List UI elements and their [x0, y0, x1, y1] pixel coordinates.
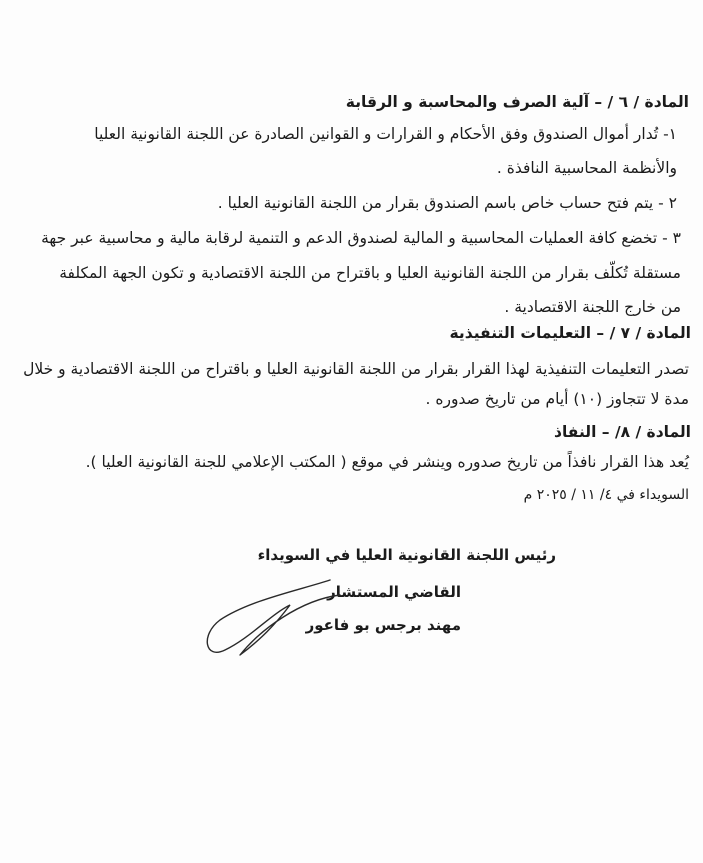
signature-role: القاضي المستشار — [327, 583, 461, 601]
article7-line2: مدة لا تتجاوز (١٠) أيام من تاريخ صدوره . — [425, 390, 689, 408]
article7-line1: تصدر التعليمات التنفيذية لهذا القرار بقرار من اللجنة القانونية العليا و باقتراح من اللجنة الاقتصادية و خلال — [23, 360, 689, 378]
signature-name: مهند برجس بو فاعور — [305, 616, 461, 634]
handwritten-signature — [180, 560, 370, 670]
article6-item3-line3: من خارج اللجنة الاقتصادية . — [504, 298, 681, 316]
article7-heading: المادة / ٧ / – التعليمات التنفيذية — [449, 324, 691, 342]
article6-item2: ٢ - يتم فتح حساب خاص باسم الصندوق بقرار من اللجنة القانونية العليا . — [217, 194, 677, 212]
signature-title: رئيس اللجنة القانونية العليا في السويداء — [257, 546, 556, 564]
article6-item1-line2: والأنظمة المحاسبية النافذة . — [496, 159, 677, 177]
article8-line1: يُعد هذا القرار نافذاً من تاريخ صدوره وينشر في موقع ( المكتب الإعلامي للجنة القانونية العليا ). — [85, 453, 689, 471]
article6-item1-line1: ١- تُدار أموال الصندوق وفق الأحكام و القرارات و القوانين الصادرة عن اللجنة القانونية العليا — [94, 125, 677, 143]
article6-item3-line2: مستقلة تُكلّف بقرار من اللجنة القانونية العليا و باقتراح من اللجنة الاقتصادية و تكون الجهة المكلفة — [59, 264, 681, 282]
date-line: السويداء في ٤/ ١١ / ٢٠٢٥ م — [523, 487, 689, 503]
article6-heading: المادة / ٦ / – آلية الصرف والمحاسبة و الرقابة — [345, 93, 689, 111]
article8-heading: المادة / ٨/ – النفاذ — [554, 423, 691, 441]
article6-item3-line1: ٣ - تخضع كافة العمليات المحاسبية و المالية لصندوق الدعم و التنمية لرقابة مالية و محاسبية عبر جهة — [41, 229, 681, 247]
